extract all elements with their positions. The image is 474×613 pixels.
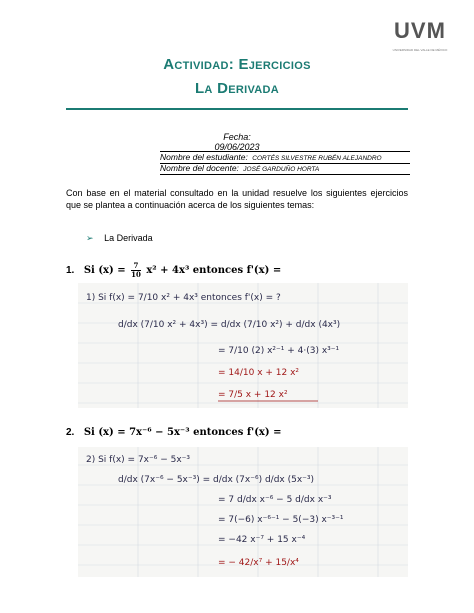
teacher-field	[160, 163, 410, 175]
handwritten-solution-1-image	[78, 283, 408, 408]
problem-1-statement	[66, 262, 281, 279]
hw2-line-1: 2) Si f(x) = 7x⁻⁶ − 5x⁻³	[86, 455, 191, 465]
uvm-logo	[390, 18, 450, 58]
topic-bullet	[86, 233, 153, 244]
intro-paragraph: Con base en el material consultado en la unidad resuelve los siguientes ejercicios que se plantea a continuación acerca de los siguientes temas:	[66, 188, 408, 210]
problem-1-expression: x² + 4x³ entonces f'(x) =	[146, 265, 282, 276]
page-title: Actividad: Ejercicios	[163, 56, 311, 73]
problem-1-prefix: Si (x) =	[83, 265, 126, 276]
problem-2-number: 2.	[66, 427, 75, 438]
arrow-bullet-icon: ➢	[86, 233, 94, 243]
student-value: CORTÉS SILVESTRE RUBÉN ALEJANDRO	[252, 155, 382, 162]
problem-1-number: 1.	[66, 265, 75, 276]
hw1-line-3: = 7/10 (2) x²⁻¹ + 4·(3) x³⁻¹	[218, 346, 340, 356]
hw2-line-4: = 7(−6) x⁻⁶⁻¹ − 5(−3) x⁻³⁻¹	[218, 515, 344, 525]
handwriting-1-svg	[78, 283, 408, 408]
teacher-label: Nombre del docente:	[160, 163, 239, 173]
problem-1-fraction	[131, 262, 141, 279]
topic-label: La Derivada	[104, 233, 153, 243]
problem-2-expression: Si (x) = 7x⁻⁶ − 5x⁻³ entonces f'(x) =	[83, 427, 282, 438]
page-subtitle: La Derivada	[194, 80, 280, 97]
hw1-line-2: d/dx (7/10 x² + 4x³) = d/dx (7/10 x²) + d/dx (4x³)	[118, 320, 341, 330]
logo-subtext: UNIVERSIDAD DEL VALLE DE MÉXICO	[392, 48, 448, 52]
problem-2-statement	[66, 427, 281, 438]
hw2-line-2: d/dx (7x⁻⁶ − 5x⁻³) = d/dx (7x⁻⁶) d/dx (5x⁻³)	[118, 475, 315, 485]
hw2-line-6: = − 42/x⁷ + 15/x⁴	[218, 558, 299, 568]
student-label: Nombre del estudiante:	[160, 152, 248, 162]
fraction-denominator: 10	[131, 270, 141, 279]
hw2-line-5: = −42 x⁻⁷ + 15 x⁻⁴	[218, 535, 306, 545]
handwritten-solution-2-image	[78, 447, 408, 577]
date-value: 09/06/2023	[214, 142, 260, 152]
handwriting-2-svg	[78, 447, 408, 577]
fraction-numerator: 7	[131, 262, 141, 271]
date-label: Fecha:	[223, 132, 251, 142]
hw1-line-4: = 14/10 x + 12 x²	[218, 368, 300, 378]
title-divider	[66, 108, 408, 110]
hw1-line-1: 1) Si f(x) = 7/10 x² + 4x³ entonces f'(x) = ?	[86, 293, 281, 303]
teacher-value: JOSÉ GARDUÑO HORTA	[243, 166, 320, 173]
hw2-line-3: = 7 d/dx x⁻⁶ − 5 d/dx x⁻³	[218, 495, 332, 505]
hw1-line-5: = 7/5 x + 12 x²	[218, 390, 288, 400]
logo-text: UVM	[394, 18, 446, 43]
